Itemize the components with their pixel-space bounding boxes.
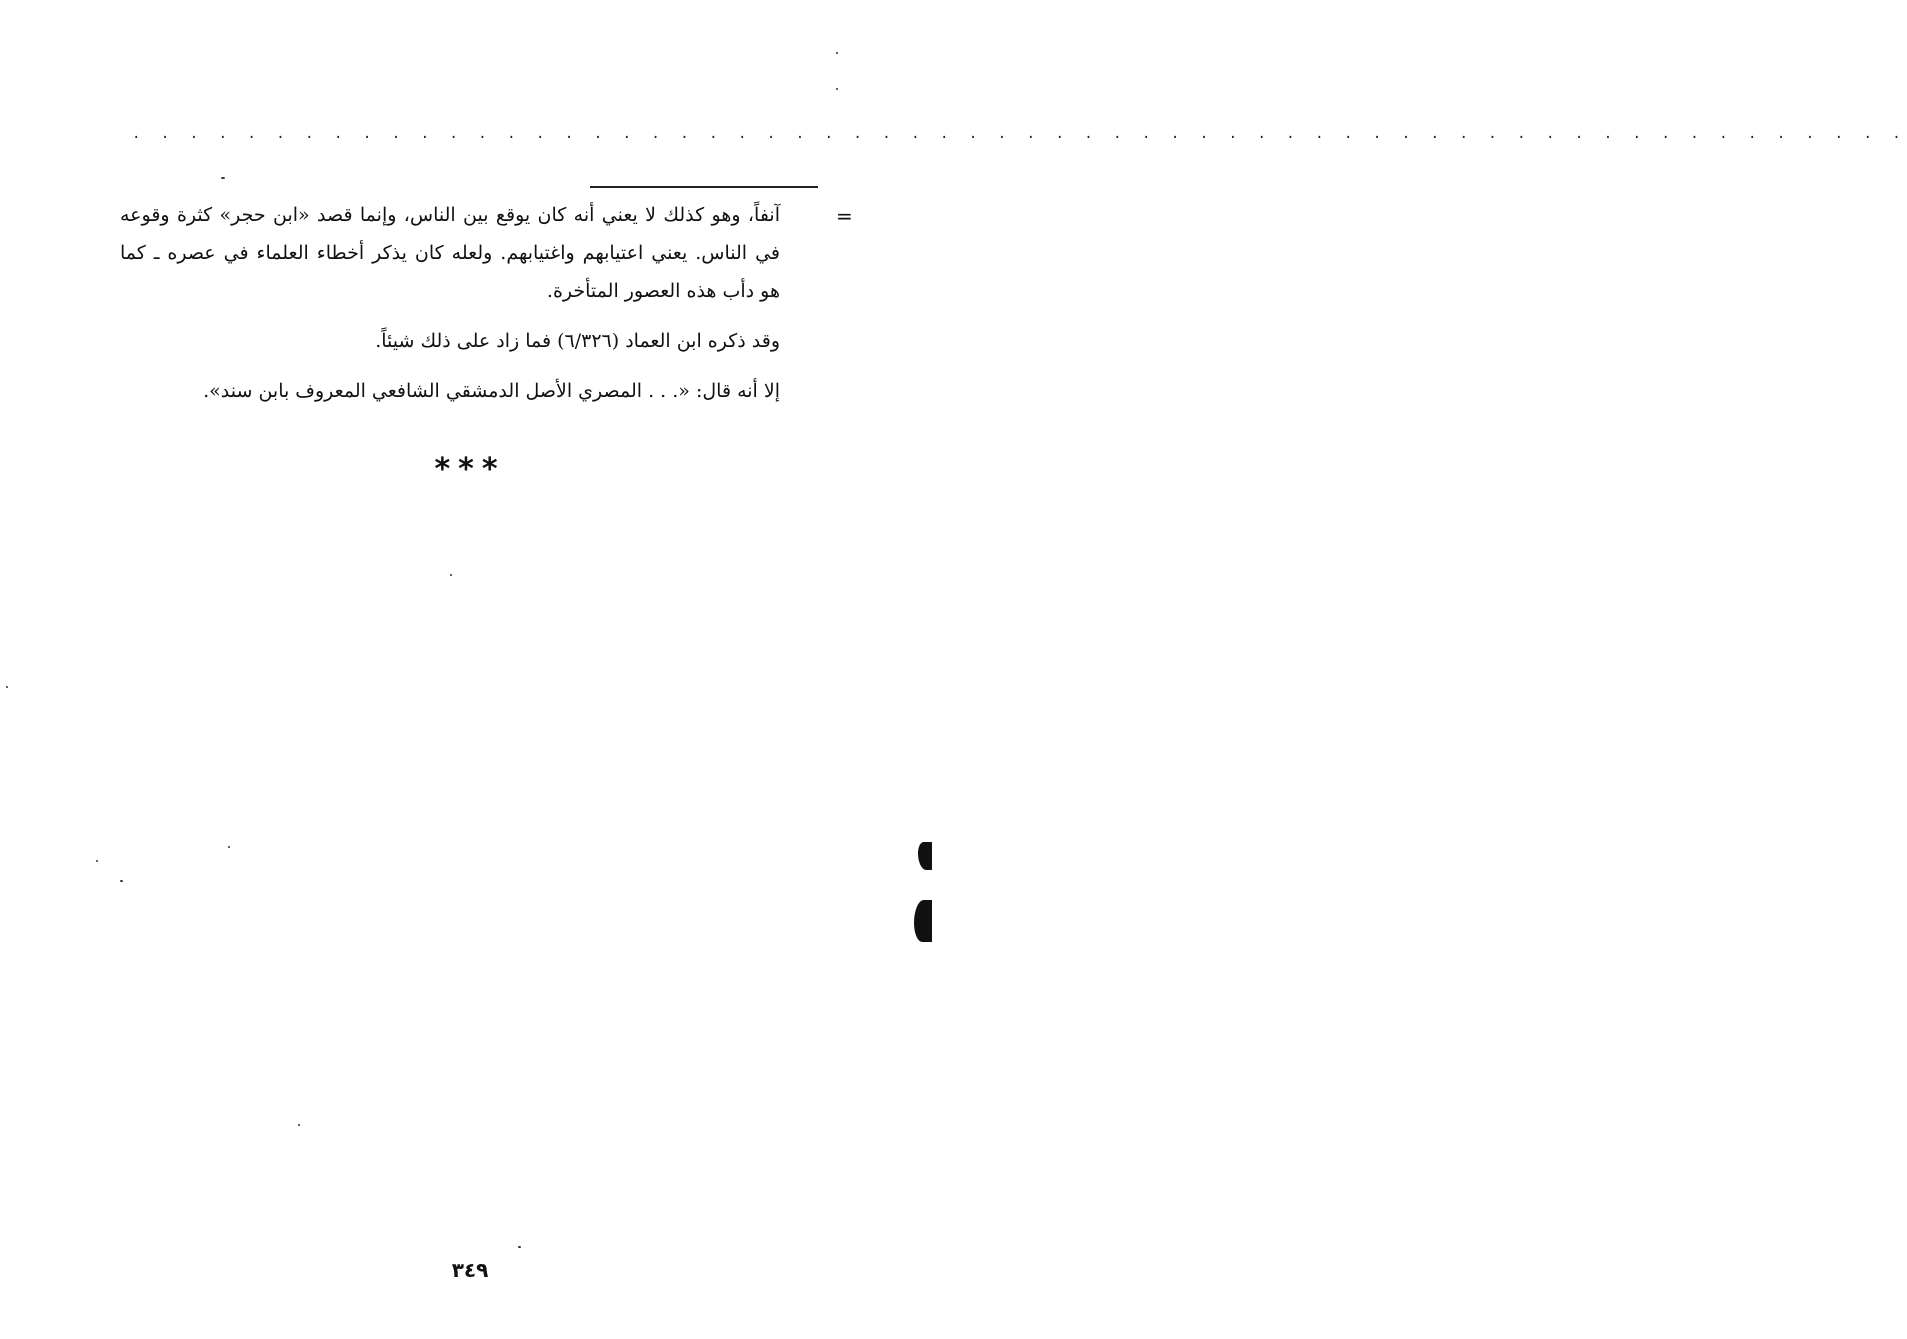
footnotes-block bbox=[120, 196, 780, 422]
scan-speck bbox=[518, 1246, 521, 1248]
scan-speck bbox=[836, 52, 838, 54]
scan-speck bbox=[120, 880, 123, 882]
scan-speck bbox=[96, 860, 98, 862]
header-dotted-line: . . . . . . . . . . . . . . . . . . . . . . . . . . . . . . . . . . . . . . . . . . . . . . . . . . . . . . . . . . . . . . bbox=[132, 126, 1907, 142]
scan-edge-blot bbox=[918, 842, 932, 870]
scan-speck bbox=[6, 686, 8, 688]
scan-speck bbox=[450, 574, 452, 576]
footnote-paragraph-1: آنفاً، وهو كذلك لا يعني أنه كان يوقع بين الناس، وإنما قصد «ابن حجر» كثرة وقوعه في الناس. يعني اعتيابهم واغتيابهم. ولعله كان يذكر أخطاء العلماء في عصره ـ كما هو دأب هذه العصور المتأخرة. bbox=[120, 204, 780, 302]
footnote-paragraph-2: وقد ذكره ابن العماد (٦/٣٢٦) فما زاد على ذلك شيئاً. bbox=[375, 330, 780, 352]
page-number: ٣٤٩ bbox=[451, 1258, 489, 1282]
scan-speck bbox=[228, 846, 230, 848]
footnote-separator-rule bbox=[590, 186, 818, 188]
scan-edge-blot bbox=[914, 900, 932, 942]
scan-speck bbox=[298, 1124, 300, 1126]
footnote-paragraph-3: إلا أنه قال: «. . . المصري الأصل الدمشقي الشافعي المعروف بابن سند». bbox=[203, 380, 780, 402]
footnote-continuation-mark: = bbox=[836, 204, 853, 228]
section-separator-asterisks: *** bbox=[434, 452, 506, 487]
scan-speck bbox=[221, 177, 225, 179]
scan-speck bbox=[836, 88, 838, 90]
